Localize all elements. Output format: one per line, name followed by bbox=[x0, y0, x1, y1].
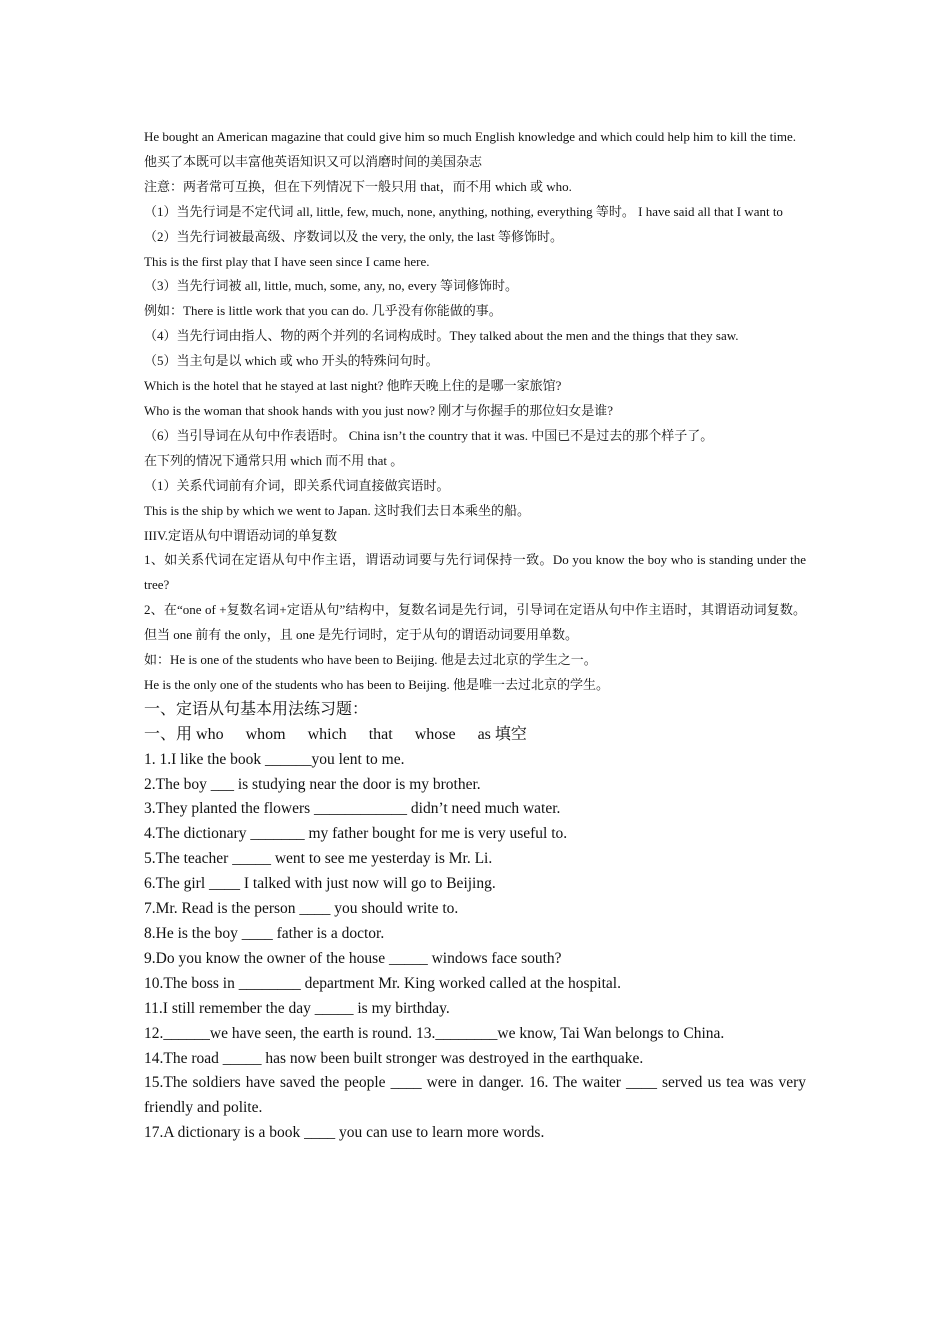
note-line: He bought an American magazine that could give him so much English knowledge and which could help him to kill the time. bbox=[144, 129, 797, 144]
instruction-suffix: 填空 bbox=[494, 725, 527, 743]
exercise-item: 5.The teacher _____ went to see me yesterday is Mr. Li. bbox=[144, 850, 493, 868]
note-line: He is the only one of the students who has been to Beijing. 他是唯一去过北京的学生。 bbox=[144, 676, 610, 692]
word-option: whom bbox=[245, 725, 286, 743]
grammar-notes bbox=[144, 125, 806, 698]
exercise-section bbox=[144, 698, 806, 1146]
exercise-item: 14.The road _____ has now been built stronger was destroyed in the earthquake. bbox=[144, 1049, 644, 1067]
exercise-item: 17.A dictionary is a book ____ you can use to learn more words. bbox=[144, 1124, 545, 1142]
note-line: 1、如关系代词在定语从句中作主语，谓语动词要与先行词保持一致。Do you know the boy who is standing under the tree? bbox=[144, 552, 806, 593]
note-line: Which is the hotel that he stayed at last night? 他昨天晚上住的是哪一家旅馆? bbox=[144, 378, 562, 394]
document-page bbox=[144, 125, 806, 1146]
note-line: Who is the woman that shook hands with you just now? 刚才与你握手的那位妇女是谁? bbox=[144, 402, 614, 418]
section-heading: IIIV.定语从句中谓语动词的单复数 bbox=[144, 527, 337, 543]
word-option: as bbox=[477, 725, 491, 743]
note-line: （3）当先行词被 all, little, much, some, any, no, every 等词修饰时。 bbox=[144, 278, 518, 294]
exercise-item: 1. 1.I like the book ______you lent to me. bbox=[144, 750, 405, 768]
note-line: This is the ship by which we went to Japan. 这时我们去日本乘坐的船。 bbox=[144, 502, 530, 518]
note-line: （5）当主句是以 which 或 who 开头的特殊问句时。 bbox=[144, 353, 439, 369]
note-line: 注意：两者常可互换，但在下列情况下一般只用 that，而不用 which 或 who. bbox=[144, 178, 572, 194]
note-line: 2、在“one of +复数名词+定语从句”结构中，复数名词是先行词，引导词在定语从句中作主语时，其谓语动词复数。但当 one 前有 the only，且 one 是先行词时，定于从句的谓语动词要用单数。 bbox=[144, 602, 806, 643]
note-line: （1）当先行词是不定代词 all, little, few, much, none, anything, nothing, everything 等时。 I have said all that I want to bbox=[144, 203, 783, 219]
exercise-item: 3.They planted the flowers ____________ didn’t need much water. bbox=[144, 800, 561, 818]
exercise-heading: 一、定语从句基本用法练习题： bbox=[144, 700, 369, 718]
exercise-instruction bbox=[144, 723, 806, 748]
instruction-prefix: 一、用 bbox=[144, 725, 193, 743]
word-option: which bbox=[307, 725, 347, 743]
note-line: （2）当先行词被最高级、序数词以及 the very, the only, the last 等修饰时。 bbox=[144, 228, 563, 244]
note-line: This is the first play that I have seen since I came here. bbox=[144, 253, 430, 269]
note-line: 例如：There is little work that you can do. 几乎没有你能做的事。 bbox=[144, 303, 502, 319]
note-line: （4）当先行词由指人、物的两个并列的名词构成时。They talked about the men and the things that they saw. bbox=[144, 328, 739, 344]
exercise-item: 4.The dictionary _______ my father bought for me is very useful to. bbox=[144, 825, 568, 843]
word-option: whose bbox=[414, 725, 456, 743]
word-option: that bbox=[368, 725, 393, 743]
note-line: 如：He is one of the students who have been to Beijing. 他是去过北京的学生之一。 bbox=[144, 652, 597, 668]
exercise-item: 11.I still remember the day _____ is my birthday. bbox=[144, 999, 450, 1017]
note-line: （1）关系代词前有介词，即关系代词直接做宾语时。 bbox=[144, 477, 450, 493]
exercise-item: 10.The boss in ________ department Mr. King worked called at the hospital. bbox=[144, 974, 621, 992]
exercise-item: 15.The soldiers have saved the people ____ were in danger. 16. The waiter ____ served us tea was very friendly and polite. bbox=[144, 1074, 806, 1117]
word-option: who bbox=[196, 725, 224, 743]
exercise-item: 9.Do you know the owner of the house _____ windows face south? bbox=[144, 949, 562, 967]
note-line: （6）当引导词在从句中作表语时。 China isn’t the country that it was. 中国已不是过去的那个样子了。 bbox=[144, 427, 714, 443]
note-line: 在下列的情况下通常只用 which 而不用 that 。 bbox=[144, 452, 404, 468]
note-line: 他买了本既可以丰富他英语知识又可以消磨时间的美国杂志 bbox=[144, 153, 483, 169]
exercise-item: 6.The girl ____ I talked with just now will go to Beijing. bbox=[144, 875, 496, 893]
exercise-item: 2.The boy ___ is studying near the door is my brother. bbox=[144, 775, 481, 793]
exercise-item: 7.Mr. Read is the person ____ you should write to. bbox=[144, 900, 459, 918]
exercise-item: 12.______we have seen, the earth is round. 13.________we know, Tai Wan belongs to China. bbox=[144, 1024, 725, 1042]
exercise-item: 8.He is the boy ____ father is a doctor. bbox=[144, 925, 385, 942]
